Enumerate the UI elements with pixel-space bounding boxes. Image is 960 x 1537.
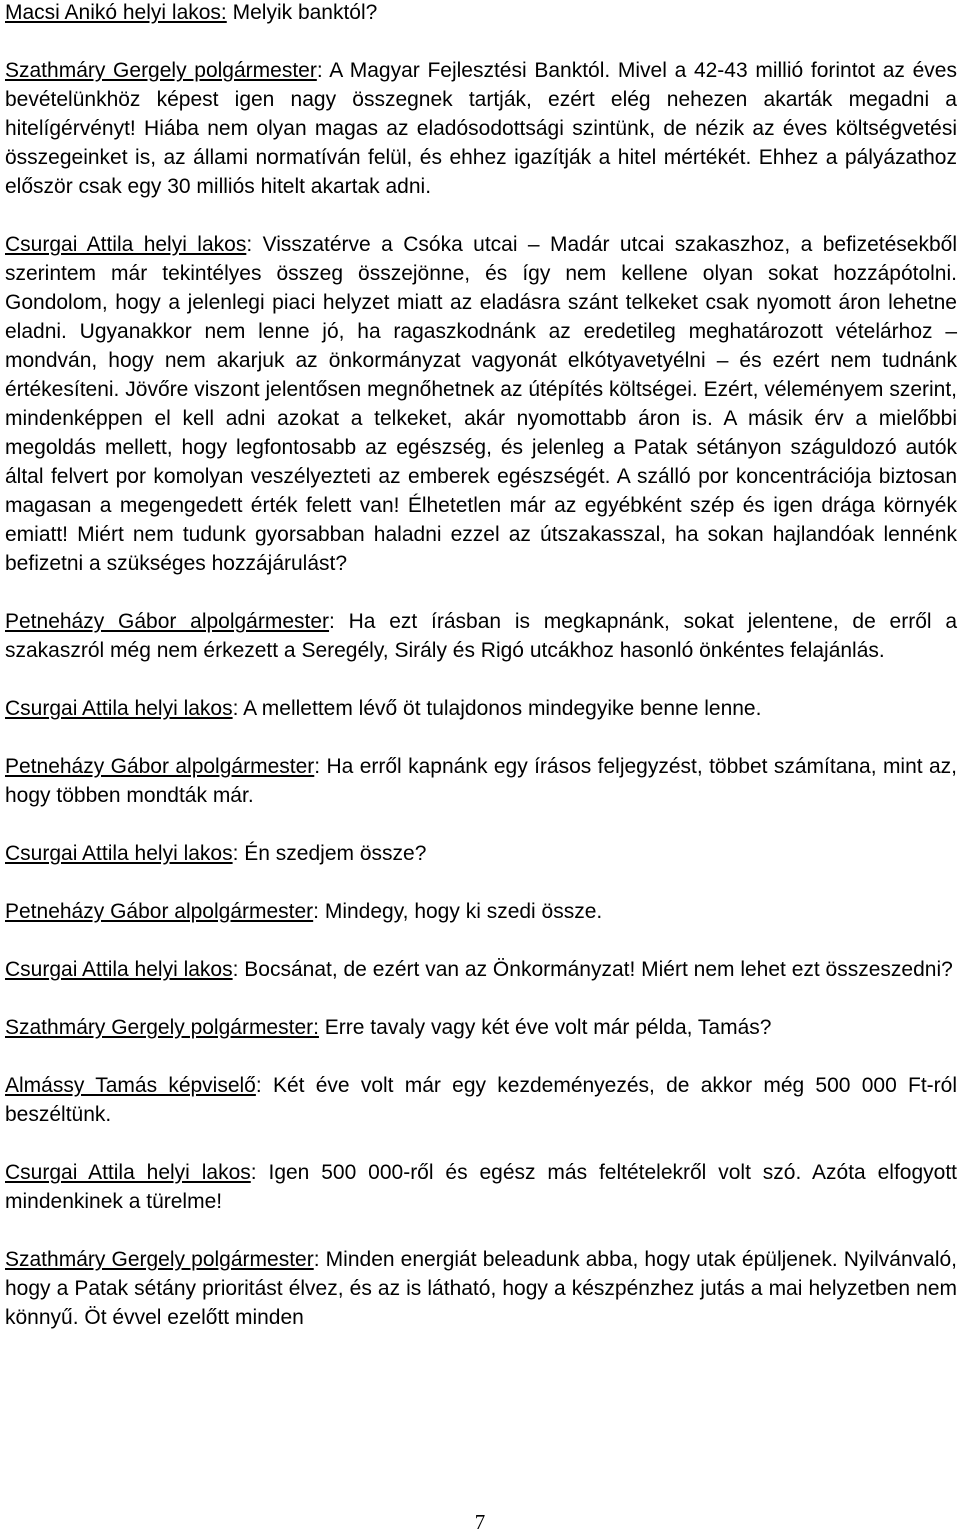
document-page bbox=[5, 0, 957, 1332]
paragraph-text: : Mindegy, hogy ki szedi össze. bbox=[313, 900, 603, 923]
speaker-name: Csurgai Attila helyi lakos bbox=[5, 958, 233, 981]
paragraph-csurgai-1 bbox=[5, 230, 957, 578]
speaker-name: Csurgai Attila helyi lakos bbox=[5, 1161, 251, 1184]
paragraph-text: : Igen 500 000-ről és egész más feltételekről volt szó. Azóta elfogyott mindenkinek a türelme! bbox=[5, 1161, 957, 1213]
speaker-name: Macsi Anikó helyi lakos: bbox=[5, 1, 227, 24]
speaker-name: Petneházy Gábor alpolgármester bbox=[5, 900, 314, 923]
paragraph-text: : A mellettem lévő öt tulajdonos mindegyike benne lenne. bbox=[232, 697, 762, 720]
speaker-name: Csurgai Attila helyi lakos bbox=[5, 842, 233, 865]
paragraph-text: : Ha ezt írásban is megkapnánk, sokat jelentene, de erről a szakaszról még nem érkezett a Seregély, Sirály és Rigó utcákhoz hasonló önkéntes felajánlás. bbox=[5, 610, 958, 662]
paragraph-text: : Visszatérve a Csóka utcai – Madár utcai szakaszhoz, a befizetésekből szerintem már tekintélyes összeg összejönne, és így nem kellene olyan sokat hozzápótolni. Gondolom, hogy a jelenlegi piaci helyzet miatt az eladásra szánt telkeket csak nyomott áron lehetne eladni. Ugyanakkor nem lenne jó, ha ragaszkodnánk az eredetileg meghatározott vételárhoz – mondván, hogy nem akarjuk az önkormányzat vagyonát elkótyavetyélni – és ezért nem tudnánk értékesíteni. Jövőre viszont jelentősen megnőhetnek az útépítés költségei. Ezért, véleményem szerint, mindenképpen el kell adni azokat a telkeket, akár nyomottabb áron is. A másik érv a mielőbbi megoldás mellett, hogy legfontosabb az egészség, és jelenleg a Patak sétányon száguldozó autók által felvert por komolyan veszélyezteti az emberek egészségét. A szálló por koncentrációja biztosan magasan a megengedett érték felett van! Élhetetlen már az egyébként szép és igen drága környék emiatt! Miért nem tudunk gyorsabban haladni ezzel az útszakasszal, ha sokan hajlandóak lennénk befizetni a szükséges hozzájárulást? bbox=[5, 233, 957, 575]
paragraph-text: : Ha erről kapnánk egy írásos feljegyzést, többet számítana, mint az, hogy többen mondták már. bbox=[5, 755, 958, 807]
paragraph-petnehazy-2 bbox=[5, 752, 957, 810]
paragraph-szathmary-3 bbox=[5, 1245, 957, 1332]
paragraph-text: : Bocsánat, de ezért van az Önkormányzat! Miért nem lehet ezt összeszedni? bbox=[232, 958, 953, 981]
speaker-name: Szathmáry Gergely polgármester bbox=[5, 59, 317, 82]
paragraph-almassy bbox=[5, 1071, 957, 1129]
paragraph-macsi-aniko bbox=[5, 0, 957, 27]
paragraph-petnehazy-3 bbox=[5, 897, 957, 926]
paragraph-text: Melyik banktól? bbox=[226, 1, 378, 24]
paragraph-csurgai-2 bbox=[5, 694, 957, 723]
paragraph-petnehazy-1 bbox=[5, 607, 957, 665]
speaker-name: Csurgai Attila helyi lakos bbox=[5, 233, 247, 256]
paragraph-csurgai-3 bbox=[5, 839, 957, 868]
paragraph-text: : A Magyar Fejlesztési Banktól. Mivel a 42-43 millió forintot az éves bevételünkhöz képest igen nagy összegnek tartják, ezért elég nehezen akarták megadni a hitelígérvényt! Hiába nem olyan magas az eladósodottsági szintünk, de nézik az éves költségvetési összegeinket is, az állami normatíván felül, és ehhez igazítják a hitel mértékét. Ehhez a pályázathoz először csak egy 30 milliós hitelt akartak adni. bbox=[5, 59, 957, 198]
paragraph-text: : Én szedjem össze? bbox=[232, 842, 427, 865]
speaker-name: Szathmáry Gergely polgármester: bbox=[5, 1016, 319, 1039]
paragraph-szathmary-1 bbox=[5, 56, 957, 201]
paragraph-csurgai-5 bbox=[5, 1158, 957, 1216]
paragraph-csurgai-4 bbox=[5, 955, 957, 984]
speaker-name: Petneházy Gábor alpolgármester bbox=[5, 610, 330, 633]
paragraph-text: : Két éve volt már egy kezdeményezés, de akkor még 500 000 Ft-ról beszéltünk. bbox=[5, 1074, 957, 1126]
paragraph-text: : Minden energiát beleadunk abba, hogy utak épüljenek. Nyilvánvaló, hogy a Patak sétány prioritást élvez, és az is látható, hogy a készpénzhez jutás a mai helyzetben nem könnyű. Öt évvel ezelőtt minden bbox=[5, 1248, 957, 1329]
speaker-name: Almássy Tamás képviselő bbox=[5, 1074, 256, 1097]
paragraph-szathmary-2 bbox=[5, 1013, 957, 1042]
speaker-name: Csurgai Attila helyi lakos bbox=[5, 697, 233, 720]
speaker-name: Szathmáry Gergely polgármester bbox=[5, 1248, 314, 1271]
speaker-name: Petneházy Gábor alpolgármester bbox=[5, 755, 315, 778]
page-number: 7 bbox=[474, 1510, 486, 1534]
paragraph-text: Erre tavaly vagy két éve volt már példa, Tamás? bbox=[318, 1016, 772, 1039]
